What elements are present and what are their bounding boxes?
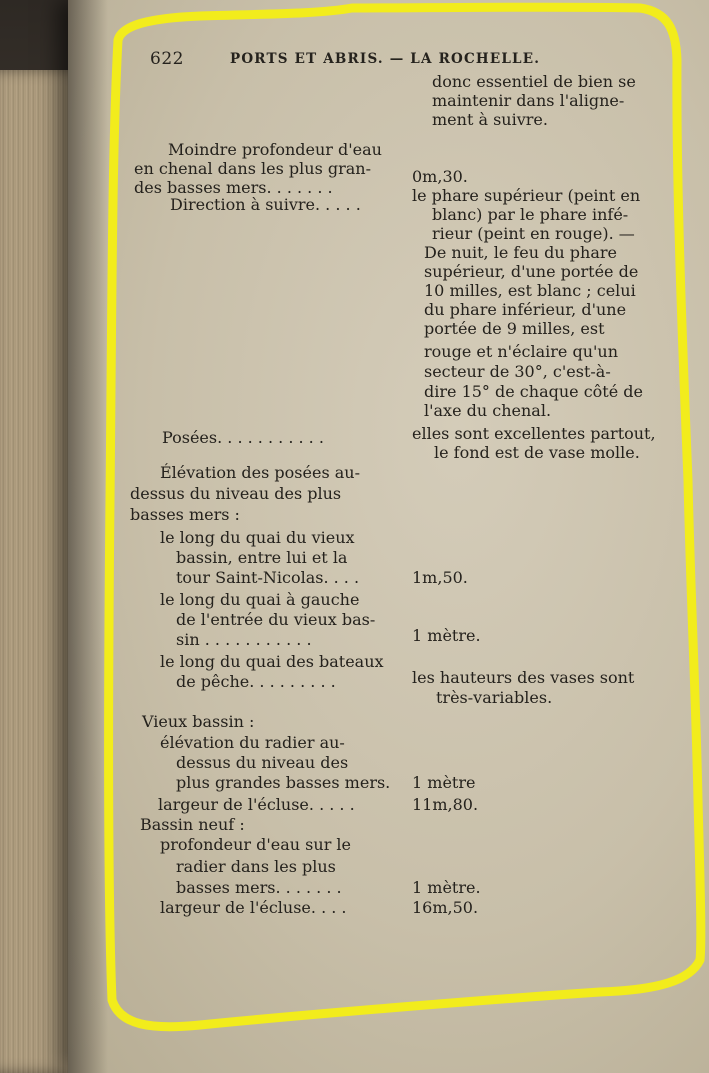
- direction-line: l'axe du chenal.: [424, 401, 552, 420]
- depth-value: 0m,30.: [412, 167, 468, 186]
- elevation-label: dessus du niveau des plus: [130, 484, 342, 503]
- radier-vieux-label: dessus du niveau des: [176, 753, 349, 772]
- gauche-quai-label: sin . . . . . . . . . . .: [176, 630, 312, 649]
- depth-label: Moindre profondeur d'eau: [168, 140, 382, 159]
- posees-value: elles sont excellentes partout,: [412, 424, 656, 443]
- ecluse-neuf-value: 16m,50.: [412, 898, 479, 917]
- bateaux-quai-value: très-variables.: [436, 688, 553, 707]
- ecluse-neuf-label: largeur de l'écluse. . . .: [160, 898, 347, 917]
- posees-value: le fond est de vase molle.: [434, 443, 640, 462]
- direction-line: secteur de 30°, c'est-à-: [424, 362, 611, 381]
- direction-line: supérieur, d'une portée de: [424, 262, 639, 281]
- direction-line: rieur (peint en rouge). —: [432, 224, 635, 243]
- elevation-label: basses mers :: [130, 505, 240, 524]
- radier-vieux-label: élévation du radier au-: [160, 733, 345, 752]
- continuation-line: ment à suivre.: [432, 110, 548, 129]
- continuation-line: maintenir dans l'aligne-: [432, 91, 625, 110]
- radier-vieux-value: 1 mètre: [412, 773, 476, 792]
- bateaux-quai-label: de pêche. . . . . . . . .: [176, 672, 336, 691]
- direction-line: 10 milles, est blanc ; celui: [424, 281, 636, 300]
- direction-line: dire 15° de chaque côté de: [424, 382, 643, 401]
- depth-label: des basses mers. . . . . . .: [134, 178, 333, 197]
- direction-line: rouge et n'éclaire qu'un: [424, 342, 619, 361]
- gauche-quai-label: de l'entrée du vieux bas-: [176, 610, 376, 629]
- ecluse-vieux-value: 11m,80.: [412, 795, 479, 814]
- gauche-quai-label: le long du quai à gauche: [160, 590, 360, 609]
- direction-line: blanc) par le phare infé-: [432, 205, 629, 224]
- vieux-bassin-heading: Vieux bassin :: [142, 712, 255, 731]
- direction-line: portée de 9 milles, est: [424, 319, 605, 338]
- direction-line: du phare inférieur, d'une: [424, 300, 627, 319]
- direction-line: le phare supérieur (peint en: [412, 186, 641, 205]
- bateaux-quai-value: les hauteurs des vases sont: [412, 668, 635, 687]
- radier-neuf-value: 1 mètre.: [412, 878, 481, 897]
- vieux-bassin-quai-label: tour Saint-Nicolas. . . .: [176, 568, 360, 587]
- radier-neuf-label: basses mers. . . . . . .: [176, 878, 342, 897]
- direction-label: Direction à suivre. . . . .: [170, 195, 361, 214]
- radier-neuf-label: profondeur d'eau sur le: [160, 835, 352, 854]
- ecluse-vieux-label: largeur de l'écluse. . . . .: [158, 795, 355, 814]
- vieux-bassin-quai-value: 1m,50.: [412, 568, 468, 587]
- running-title: PORTS ET ABRIS. — LA ROCHELLE.: [230, 51, 541, 67]
- radier-neuf-label: radier dans les plus: [176, 857, 336, 876]
- elevation-label: Élévation des posées au-: [160, 463, 360, 482]
- page-number: 622: [150, 49, 184, 69]
- depth-label: en chenal dans les plus gran-: [134, 159, 372, 178]
- continuation-line: donc essentiel de bien se: [432, 72, 636, 91]
- vieux-bassin-quai-label: bassin, entre lui et la: [176, 548, 348, 567]
- bassin-neuf-heading: Bassin neuf :: [140, 815, 245, 834]
- radier-vieux-label: plus grandes basses mers.: [176, 773, 391, 792]
- bateaux-quai-label: le long du quai des bateaux: [160, 652, 384, 671]
- posees-label: Posées. . . . . . . . . . .: [162, 428, 324, 447]
- vieux-bassin-quai-label: le long du quai du vieux: [160, 528, 355, 547]
- gauche-quai-value: 1 mètre.: [412, 626, 481, 645]
- direction-line: De nuit, le feu du phare: [424, 243, 617, 262]
